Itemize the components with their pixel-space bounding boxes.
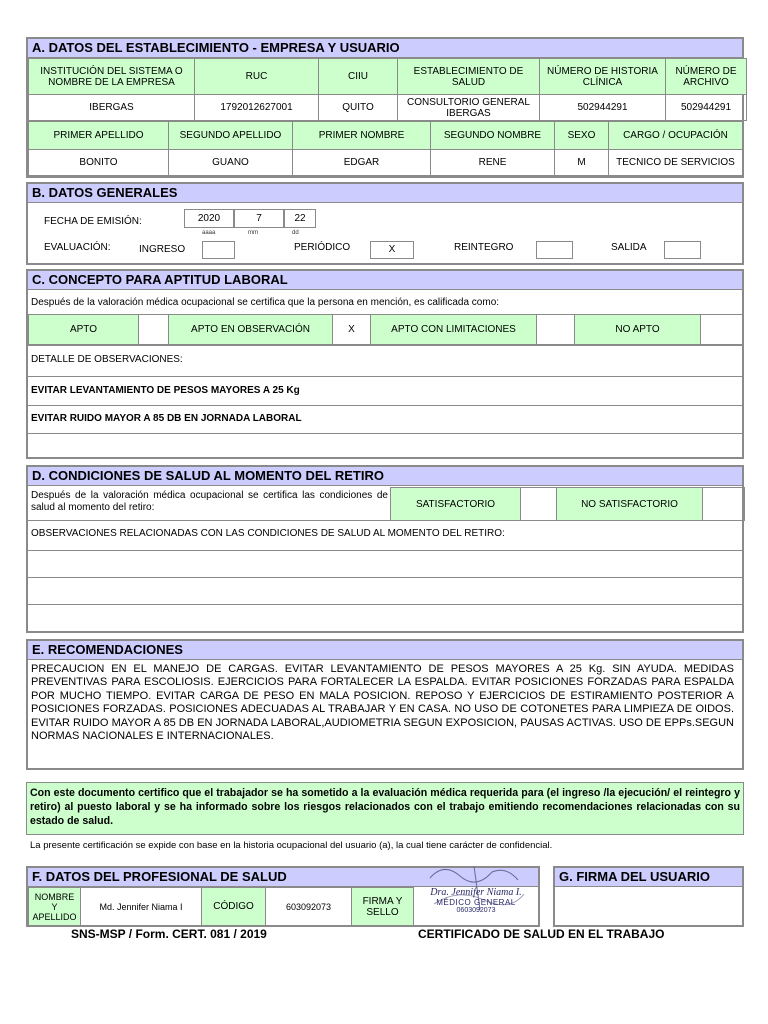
doctor-stamp [414,858,538,924]
nombre-label: NOMBRE Y APELLIDO [29,888,81,926]
value-primer-nombre: EDGAR [293,150,431,176]
stamp-title: MÉDICO GENERAL [436,898,516,907]
detalle-label: DETALLE DE OBSERVACIONES: [28,345,742,376]
header-institucion: INSTITUCIÓN DEL SISTEMA O NOMBRE DE LA EMPRESA [29,59,195,95]
person-table [28,121,743,176]
day-hint: dd [292,230,299,236]
apto-label: APTO [29,315,139,345]
firma-label: FIRMA Y SELLO [352,888,414,926]
retiro-obs-label: OBSERVACIONES RELACIONADAS CON LAS CONDICIONES DE SALUD AL MOMENTO DEL RETIRO: [28,520,742,550]
year-field[interactable]: 2020 [184,209,234,228]
stamp-code: 0603092073 [456,907,496,914]
section-e [26,639,744,770]
recommendations-text: PRECAUCION EN EL MANEJO DE CARGAS. EVITAR LEVANTAMIENTO DE PESOS MAYORES A 25 Kg. SIN AYUDA. MEDIDAS PREVENTIVAS PARA ESCOLIOSIS. EJERCICIOS PARA FORTALECER LA ESPALDA. EVITAR POSICIONES FORZADAS PARA ESPALDA POR MUCHO TIEMPO. EVITAR CARGA DE PESO EN MALA POSICION. REPOSO Y EJERCICIOS DE ESTIRAMIENTO POSTERIOR A POSICIONES FORZADAS. POSICIONES ADECUADAS AL TRABAJAR Y EN CASA. NO USO DE COTONETES PARA LIMPIEZA DE OIDOS. EVITAR RUIDO MAYOR A 85 DB EN JORNADA LABORAL,AUDIOMETRIA SEGUN EXPOSICION, PAUSAS ACTIVAS. USO DE EPPs.SEGUN NORMAS NACIONALES E INTERNACIONALES. [31,663,734,743]
value-sexo: M [555,150,609,176]
no-satisfactorio-label: NO SATISFACTORIO [557,488,703,521]
header-cargo: CARGO / OCUPACIÓN [609,122,743,150]
form-code: SNS-MSP / Form. CERT. 081 / 2019 [71,927,267,941]
section-c-intro: Después de la valoración médica ocupacional se certifica que la persona en mención, es calificada como: [31,297,500,308]
section-f [26,866,540,927]
section-d-title: D. CONDICIONES DE SALUD AL MOMENTO DEL RETIRO [28,467,742,486]
no-apto-label: NO APTO [575,315,701,345]
day-field[interactable]: 22 [284,209,316,228]
value-segundo-apellido: GUANO [169,150,293,176]
ingreso-checkbox[interactable] [202,241,235,259]
retiro-obs-line-3 [28,604,742,631]
header-sexo: SEXO [555,122,609,150]
confidential-note: La presente certificación se expide con base en la historia ocupacional del usuario (a), la cual tiene carácter de confidencial. [30,840,553,851]
periodico-label: PERIÓDICO [294,242,351,253]
aptitud-table [28,314,743,345]
header-archivo: NÚMERO DE ARCHIVO [666,59,747,95]
section-a [26,37,744,178]
section-e-title: E. RECOMENDACIONES [28,641,742,660]
value-institucion: IBERGAS [29,95,195,121]
fecha-label: FECHA DE EMISIÓN: [44,216,142,227]
salida-label: SALIDA [611,242,647,253]
professional-table [28,887,414,926]
retiro-obs-line-1 [28,550,742,577]
value-archivo: 502944291 [666,95,747,121]
stamp-name: Dra. Jennifer Niama I. [430,887,522,898]
no-satisfactorio-checkbox[interactable] [703,488,745,521]
reintegro-label: REINTEGRO [454,242,514,253]
value-historia: 502944291 [540,95,666,121]
document-title: CERTIFICADO DE SALUD EN EL TRABAJO [418,927,665,941]
apto-observacion-label: APTO EN OBSERVACIÓN [169,315,333,345]
section-f-title: F. DATOS DEL PROFESIONAL DE SALUD [28,868,538,887]
certification-box [26,782,744,835]
value-establecimiento: CONSULTORIO GENERAL IBERGAS [398,95,540,121]
header-historia: NÚMERO DE HISTORIA CLÍNICA [540,59,666,95]
nombre-value: Md. Jennifer Niama I [81,888,202,926]
no-apto-checkbox[interactable] [701,315,743,345]
satisfactorio-checkbox[interactable] [521,488,557,521]
month-field[interactable]: 7 [234,209,284,228]
periodico-checkbox[interactable]: X [370,241,414,259]
section-d-intro: Después de la valoración médica ocupacional se certifica las condiciones de salud al momento del retiro: [31,490,388,513]
ingreso-label: INGRESO [139,244,186,255]
header-segundo-nombre: SEGUNDO NOMBRE [431,122,555,150]
retiro-table [390,487,745,521]
header-ciiu: CIIU [319,59,398,95]
month-hint: mm [248,230,258,236]
year-hint: aaaa [202,230,216,236]
apto-observacion-checkbox[interactable]: X [333,315,371,345]
header-ruc: RUC [195,59,319,95]
section-a-title: A. DATOS DEL ESTABLECIMIENTO - EMPRESA Y USUARIO [28,39,742,58]
section-b [26,182,744,265]
value-primer-apellido: BONITO [29,150,169,176]
section-d [26,465,744,633]
evaluacion-label: EVALUACIÓN: [44,242,111,253]
observation-3 [28,433,742,459]
header-establecimiento: ESTABLECIMIENTO DE SALUD [398,59,540,95]
section-c-title: C. CONCEPTO PARA APTITUD LABORAL [28,271,742,290]
header-primer-nombre: PRIMER NOMBRE [293,122,431,150]
satisfactorio-label: SATISFACTORIO [391,488,521,521]
establishment-table [28,58,747,121]
header-segundo-apellido: SEGUNDO APELLIDO [169,122,293,150]
observation-2: EVITAR RUIDO MAYOR A 85 DB EN JORNADA LABORAL [28,405,742,433]
value-cargo: TECNICO DE SERVICIOS [609,150,743,176]
header-primer-apellido: PRIMER APELLIDO [29,122,169,150]
certification-text: Con este documento certifico que el trabajador se ha sometido a la evaluación médica requerida para (el ingreso /la ejecución/ el reintegro y retiro) al puesto laboral y se ha informado sobre los riesgos relacionados con el trabajo emitiendo recomendaciones relacionadas con su estado de salud. [30,787,740,827]
apto-limitaciones-checkbox[interactable] [537,315,575,345]
salida-checkbox[interactable] [664,241,701,259]
section-c [26,269,744,459]
apto-limitaciones-label: APTO CON LIMITACIONES [371,315,537,345]
section-g [553,866,744,927]
codigo-label: CÓDIGO [202,888,266,926]
codigo-value: 603092073 [266,888,352,926]
apto-checkbox[interactable] [139,315,169,345]
section-b-title: B. DATOS GENERALES [28,184,742,203]
retiro-obs-line-2 [28,577,742,604]
value-ciiu: QUITO [319,95,398,121]
observation-1: EVITAR LEVANTAMIENTO DE PESOS MAYORES A 25 Kg [28,376,742,405]
user-signature-field[interactable] [555,887,742,925]
reintegro-checkbox[interactable] [536,241,573,259]
value-ruc: 1792012627001 [195,95,319,121]
section-g-title: G. FIRMA DEL USUARIO [555,868,742,887]
value-segundo-nombre: RENE [431,150,555,176]
